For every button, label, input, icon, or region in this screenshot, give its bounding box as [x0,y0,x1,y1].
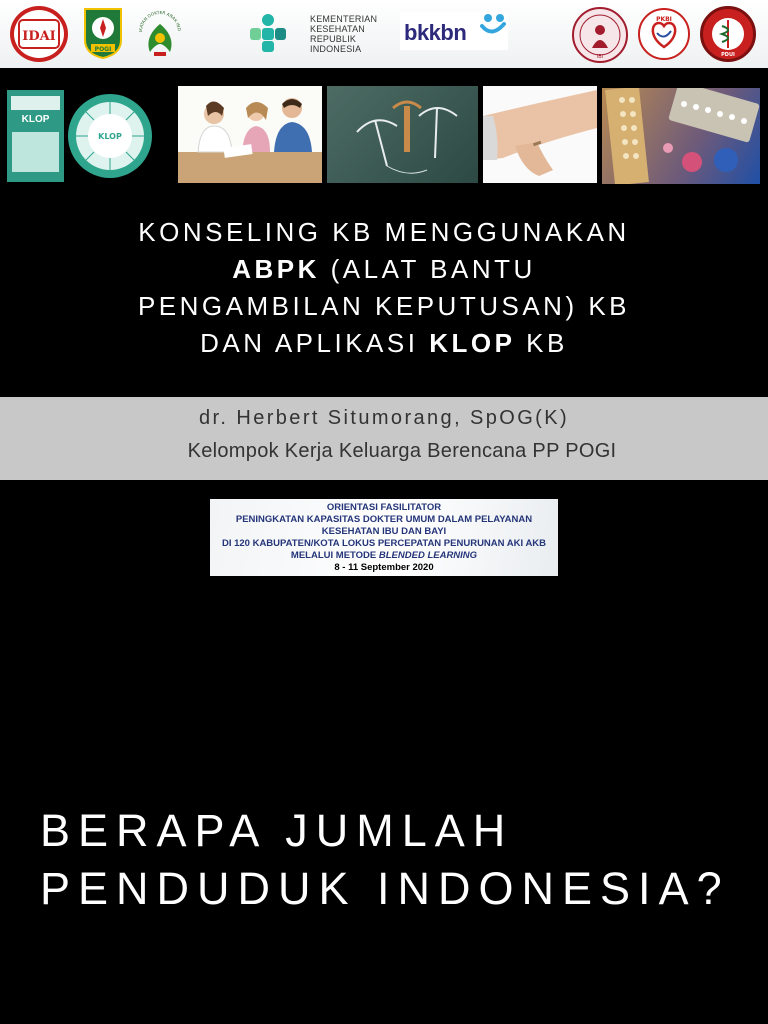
svg-text:KLOP: KLOP [98,132,122,141]
author-affiliation: Kelompok Kerja Keluarga Berencana PP POGI [187,440,617,462]
klop-wheel-icon [66,92,154,180]
kemenkes-line: REPUBLIK [310,34,357,44]
svg-text:IDAI: IDAI [22,29,56,44]
event-method-label: MELALUI METODE [290,550,379,561]
event-banner [210,499,558,576]
svg-text:POGI: POGI [94,46,112,53]
bkkbn-wordmark: bkkbn [404,20,467,45]
idai-logo [10,6,68,62]
event-line [210,550,558,561]
klop-booklet-label: KLOP [21,114,50,125]
title-line [0,251,768,288]
logo-banner [0,0,768,68]
arm-illustration [483,86,597,183]
counseling-photo [178,86,322,183]
kemenkes-logo [248,12,304,54]
kemenkes-wordmark [310,14,377,54]
question-line: PENDUDUK INDONESIA? [40,863,730,914]
title-abpk-rest: (ALAT BANTU [319,254,536,284]
title-line [0,325,768,362]
title-line: PENGAMBILAN KEPUTUSAN) KB [137,291,631,321]
implant-arm-photo [483,86,597,183]
svg-text:PDUI: PDUI [721,52,735,58]
kemenkes-mark-icon [248,12,304,54]
ibi-logo [572,7,628,63]
idai-emblem-icon [17,14,61,54]
event-line: ORIENTASI FASILITATOR [326,502,442,513]
bkkbn-swoosh-icon [476,12,508,38]
title-klop-bold: KLOP [429,328,516,358]
event-method-italic: BLENDED LEARNING [378,550,478,561]
klop-wheel-image [66,92,154,180]
pkbi-logo [638,8,690,60]
pdui-caduceus-icon [704,10,752,58]
event-date: 8 - 11 September 2020 [334,562,434,573]
author-band [0,397,768,480]
ikatan-emblem-icon [136,8,184,60]
question-heading [40,802,760,918]
kemenkes-line: KESEHATAN [310,24,365,34]
contraceptive-pills-photo [602,88,760,184]
bkkbn-logo [400,12,508,50]
ikatan-dokter-anak-logo [136,8,184,60]
kemenkes-line: INDONESIA [310,44,362,54]
pogi-logo [82,6,124,60]
title-abpk-bold: ABPK [232,254,320,284]
pogi-shield-icon [82,6,124,60]
iud-device-icon [327,86,478,183]
pkbi-heart-icon [641,11,687,57]
svg-text:IKATAN DOKTER ANAK INDONESIA: IKATAN DOKTER ANAK IND [137,9,183,33]
svg-text:IBI: IBI [596,54,604,60]
counseling-illustration [178,86,322,183]
event-line: PENINGKATAN KAPASITAS DOKTER UMUM DALAM PELAYANAN [235,514,533,525]
ibi-emblem-icon [575,10,625,60]
event-line: KESEHATAN IBU DAN BAYI [321,526,447,537]
iud-photo [327,86,478,183]
svg-text:PKBI: PKBI [656,16,672,23]
event-line: DI 120 KABUPATEN/KOTA LOKUS PERCEPATAN PENURUNAN AKI AKB [221,538,547,549]
pill-pack-icon [602,88,760,184]
title-line: KONSELING KB MENGGUNAKAN [138,217,630,247]
author-name: dr. Herbert Situmorang, SpOG(K) [198,407,570,429]
title-line4-end: KB [515,328,568,358]
question-line: BERAPA JUMLAH [40,805,514,856]
kemenkes-line: KEMENTERIAN [310,14,378,24]
klop-booklet-image [7,90,64,182]
pdui-logo [700,6,756,62]
title-line4-start: DAN APLIKASI [200,328,430,358]
slide-title [0,214,768,362]
